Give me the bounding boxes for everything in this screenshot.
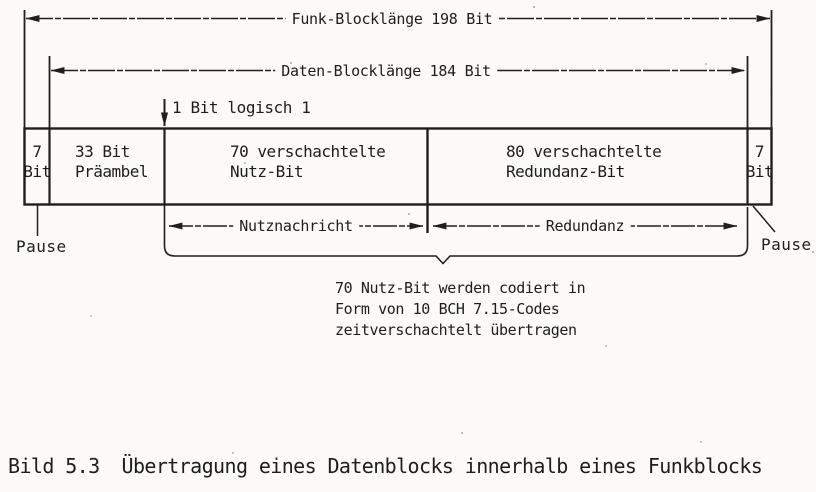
note-line: zeitverschachtelt übertragen: [335, 321, 577, 339]
cell-line: Bit: [745, 162, 774, 181]
cell-redundanz-bit: [506, 142, 661, 182]
pause-right-label: Pause: [761, 235, 812, 254]
note-line: 70 Nutz-Bit werden codiert in: [335, 279, 586, 297]
coding-note: [335, 278, 585, 341]
cell-line: Redundanz-Bit: [506, 162, 625, 181]
cell-line: 80 verschachtelte: [506, 142, 662, 161]
cell-line: Bit: [23, 162, 51, 181]
cell-line: 7: [754, 142, 765, 161]
cell-line: Nutz-Bit: [230, 162, 304, 181]
cell-line: 70 verschachtelte: [230, 142, 386, 161]
cell-nutz-bit: [230, 142, 385, 182]
funk-length-label: Funk-Blocklänge 198 Bit: [286, 10, 499, 28]
cell-line: 7: [32, 142, 42, 161]
cell-pause-left: [23, 142, 50, 182]
cell-praeambel: [75, 142, 148, 182]
figure-title: Übertragung eines Datenblocks innerhalb eines Funkblocks: [121, 454, 763, 478]
cell-line: 33 Bit: [75, 142, 130, 161]
cell-line: Präambel: [75, 162, 149, 181]
pause-leaders: [38, 205, 776, 237]
figure-number: Bild 5.3: [8, 454, 100, 478]
cell-pause-right: [746, 142, 773, 182]
scan-noise: [533, 6, 535, 8]
daten-length-label: Daten-Blocklänge 184 Bit: [275, 62, 497, 80]
start-bit-label: 1 Bit logisch 1: [172, 98, 311, 117]
note-line: Form von 10 BCH 7.15-Codes: [335, 300, 560, 318]
figure-caption: [8, 454, 762, 478]
pause-left-label: Pause: [16, 237, 67, 256]
redundanz-label: Redundanz: [540, 217, 631, 235]
nutznachricht-label: Nutznachricht: [233, 217, 359, 235]
pause-right-leader: [753, 206, 775, 232]
